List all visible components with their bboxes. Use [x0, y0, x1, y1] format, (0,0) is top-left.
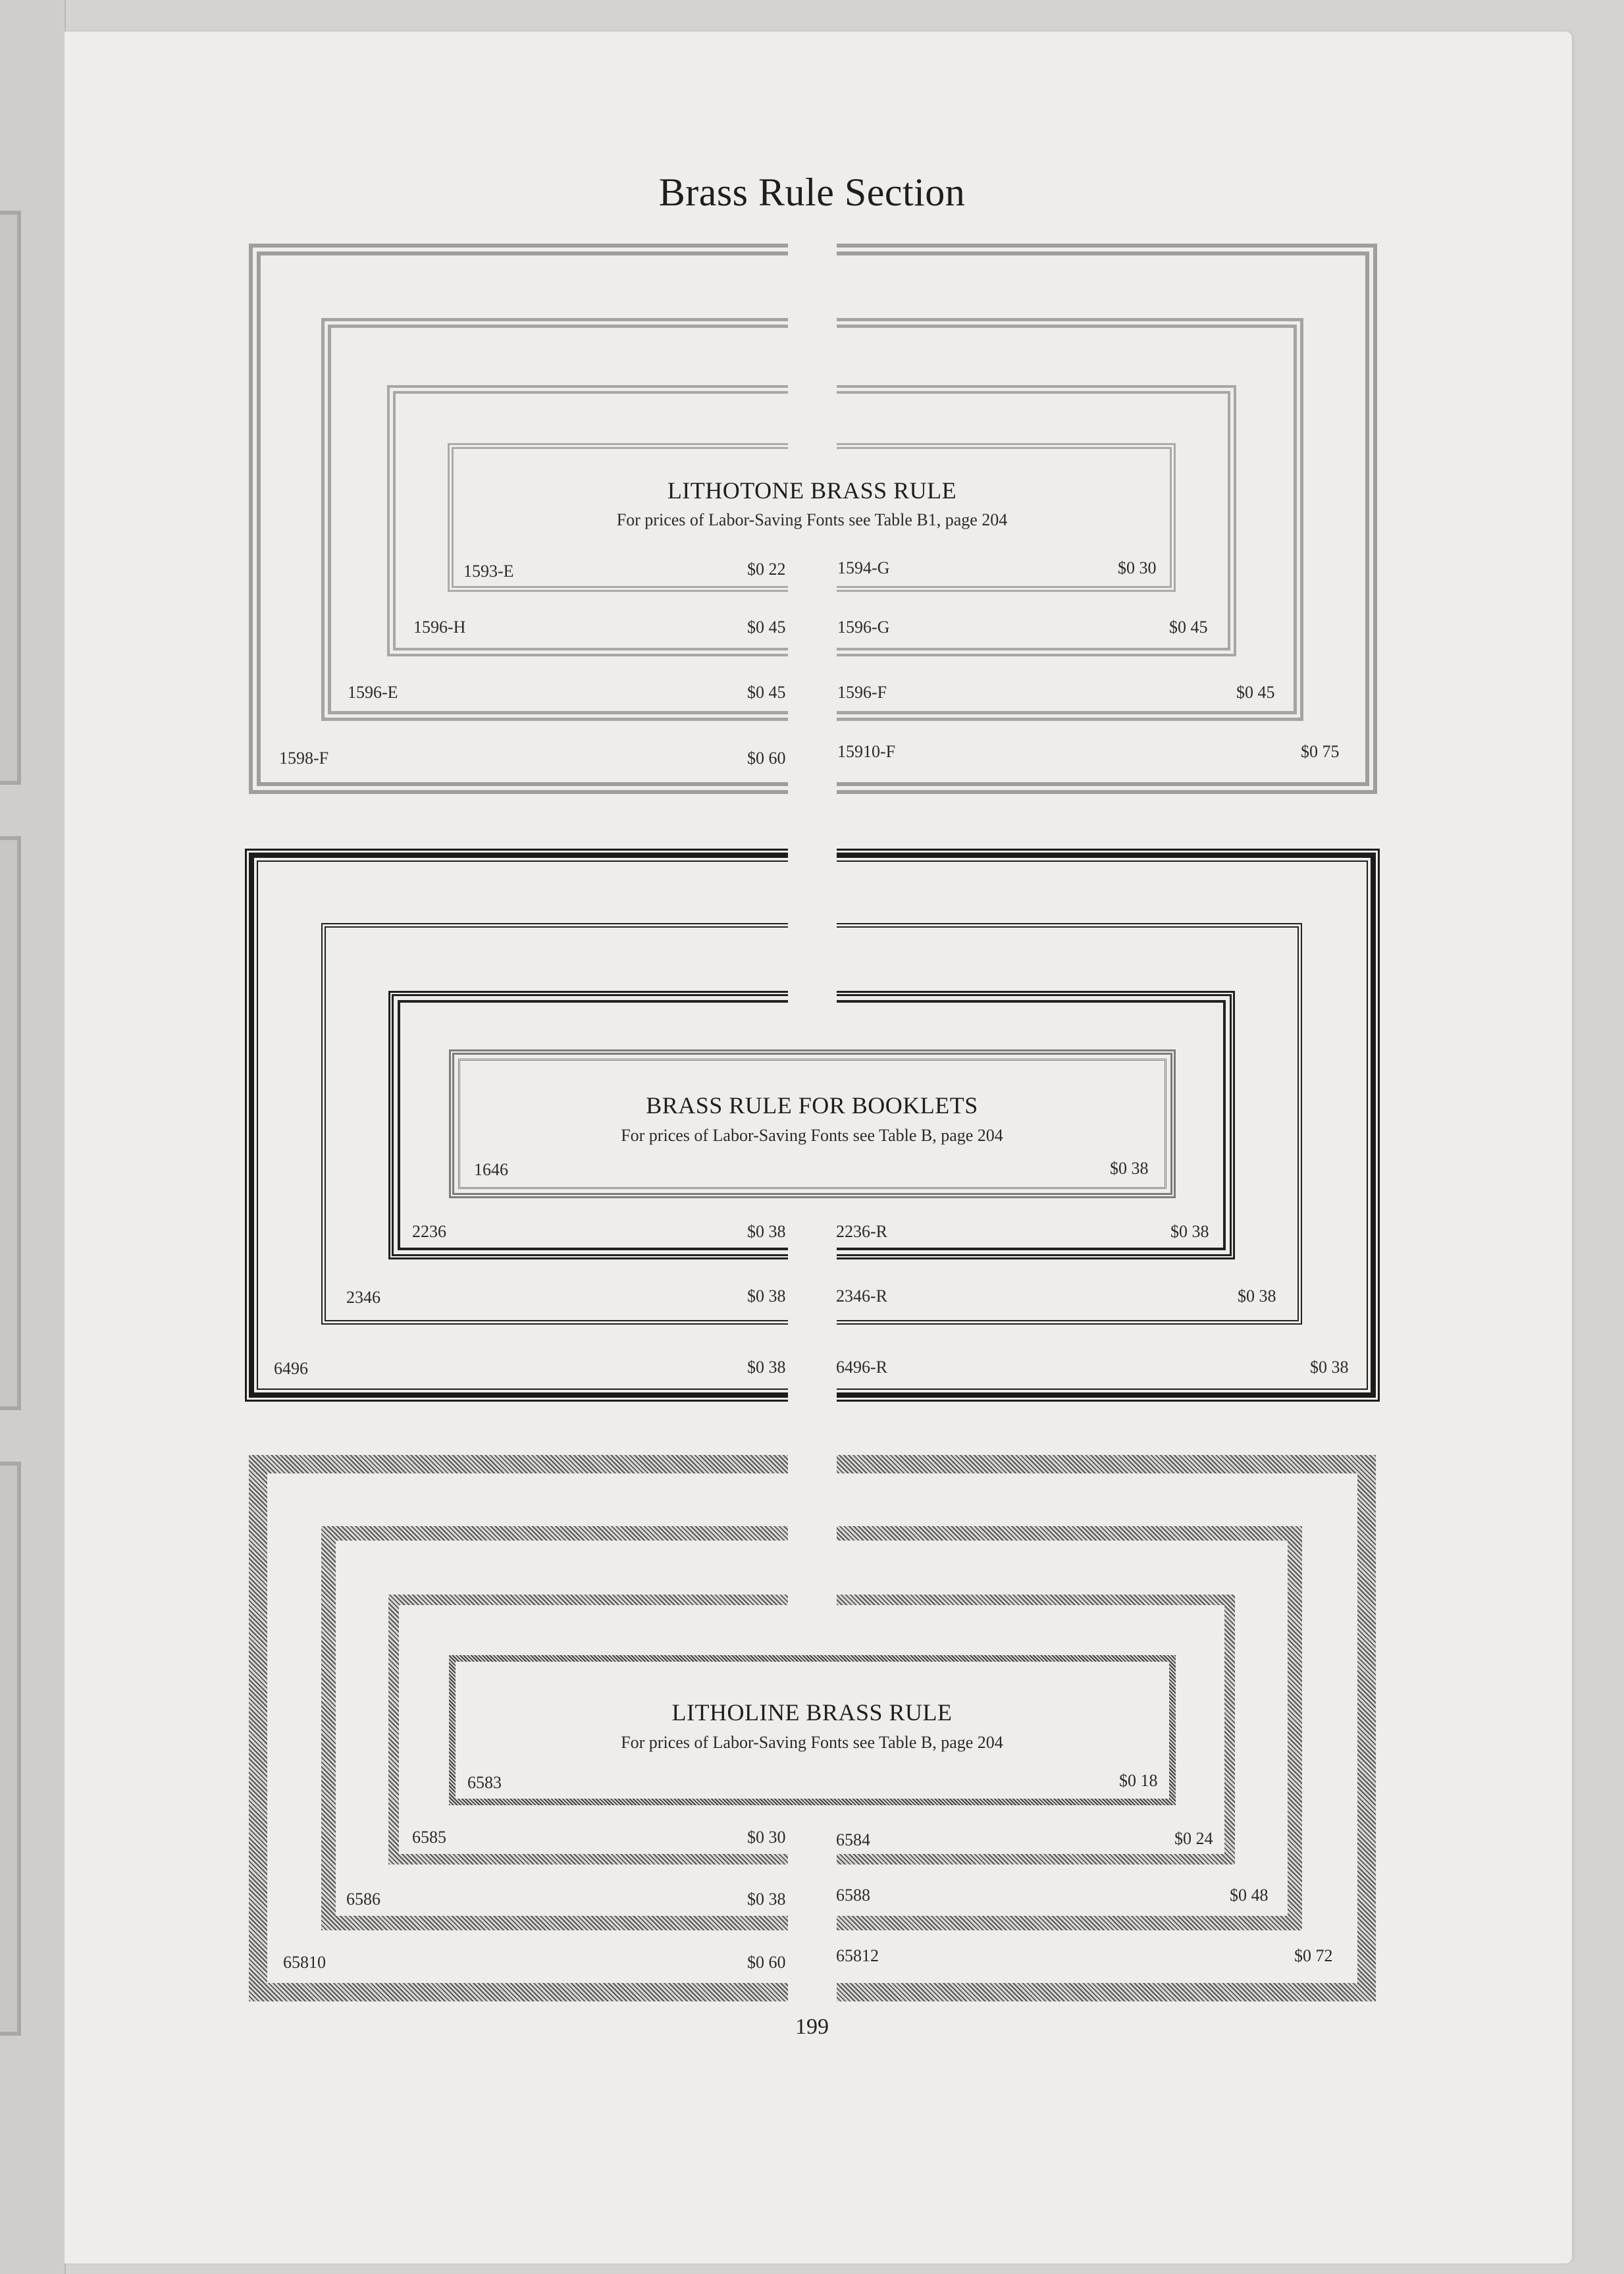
rule-price: $0 75 — [1301, 742, 1340, 761]
rule-price: $0 24 — [1174, 1829, 1213, 1848]
rule-code: 1596-G — [837, 618, 890, 637]
rule-gap — [788, 700, 837, 733]
rule-price: $0 38 — [747, 1286, 786, 1306]
rule-price: $0 45 — [747, 618, 786, 637]
rule-code: 6586 — [346, 1890, 380, 1909]
rule-gap — [788, 238, 837, 277]
page-number: 199 — [795, 2015, 829, 2039]
rule-gap — [788, 1969, 837, 2008]
rule-code: 1594-G — [837, 558, 890, 577]
section-subtitle-booklets: For prices of Labor-Saving Fonts see Table B, page 204 — [621, 1126, 1003, 1145]
rule-code: 65812 — [836, 1946, 879, 1965]
rule-price: $0 45 — [1236, 683, 1275, 702]
rule-gap — [788, 986, 837, 1016]
rule-code: 2236-R — [836, 1222, 887, 1241]
rule-gap — [788, 438, 837, 462]
rule-price: $0 48 — [1230, 1886, 1269, 1905]
rule-code: 6584 — [836, 1830, 870, 1849]
rule-price: $0 38 — [1110, 1159, 1149, 1178]
rule-code: 2236 — [412, 1222, 446, 1241]
rule-code: 2346-R — [836, 1286, 887, 1306]
rule-code: 1593-E — [463, 562, 514, 581]
rule-gap — [788, 1837, 837, 1871]
rule-gap — [788, 635, 837, 664]
section-title-lithotone: LITHOTONE BRASS RULE — [667, 477, 957, 504]
rule-price: $0 38 — [1238, 1286, 1276, 1306]
rule-price: $0 45 — [747, 683, 786, 702]
rule-price: $0 72 — [1294, 1946, 1333, 1965]
previous-page-rule — [0, 836, 21, 1410]
rule-gap — [788, 1589, 837, 1618]
rule-gap — [788, 1903, 837, 1937]
rule-price: $0 45 — [1169, 618, 1208, 637]
section-subtitle-litholine: For prices of Labor-Saving Fonts see Table B, page 204 — [621, 1733, 1003, 1752]
rule-price: $0 30 — [747, 1828, 786, 1847]
rule-gap — [788, 918, 837, 942]
rule-code: 1596-E — [348, 683, 398, 702]
rule-price: $0 38 — [1310, 1358, 1349, 1377]
rule-gap — [788, 1306, 837, 1330]
rule-gap — [788, 1240, 837, 1267]
rule-price: $0 30 — [1118, 558, 1157, 577]
section-title-litholine: LITHOLINE BRASS RULE — [671, 1699, 953, 1726]
rule-price: $0 22 — [747, 560, 786, 579]
rule-code: 1598-F — [279, 749, 329, 768]
rule-gap — [788, 1371, 837, 1404]
rule-code: 1596-H — [413, 618, 466, 637]
rule-code: 1646 — [474, 1160, 508, 1179]
rule-code: 2346 — [346, 1288, 380, 1307]
rule-gap — [788, 571, 837, 598]
rule-gap — [788, 1521, 837, 1556]
rule-gap — [788, 380, 837, 410]
rule-code: 6588 — [836, 1886, 870, 1905]
section-title-booklets: BRASS RULE FOR BOOKLETS — [646, 1092, 978, 1119]
rule-price: $0 60 — [747, 1953, 786, 1972]
rule-price: $0 38 — [747, 1222, 786, 1241]
rule-gap — [788, 313, 837, 344]
rule-gap — [788, 846, 837, 879]
rule-code: 6585 — [412, 1828, 446, 1847]
rule-price: $0 38 — [1170, 1222, 1209, 1241]
booklet-frame-inner-inline — [458, 1059, 1166, 1189]
rule-gap — [788, 1448, 837, 1488]
rule-code: 1596-F — [837, 683, 887, 702]
litholine-frame-inner — [449, 1655, 1176, 1805]
rule-price: $0 18 — [1119, 1771, 1158, 1790]
page-title: Brass Rule Section — [658, 171, 966, 214]
rule-code: 6496-R — [836, 1358, 887, 1377]
rule-gap — [788, 764, 837, 801]
rule-price: $0 60 — [747, 749, 786, 768]
rule-price: $0 38 — [747, 1358, 786, 1377]
rule-code: 15910-F — [837, 742, 896, 761]
rule-price: $0 38 — [747, 1890, 786, 1909]
rule-code: 6583 — [467, 1773, 502, 1792]
rule-code: 6496 — [274, 1359, 308, 1378]
rule-code: 65810 — [283, 1953, 326, 1972]
section-subtitle-lithotone: For prices of Labor-Saving Fonts see Table B1, page 204 — [616, 510, 1008, 529]
